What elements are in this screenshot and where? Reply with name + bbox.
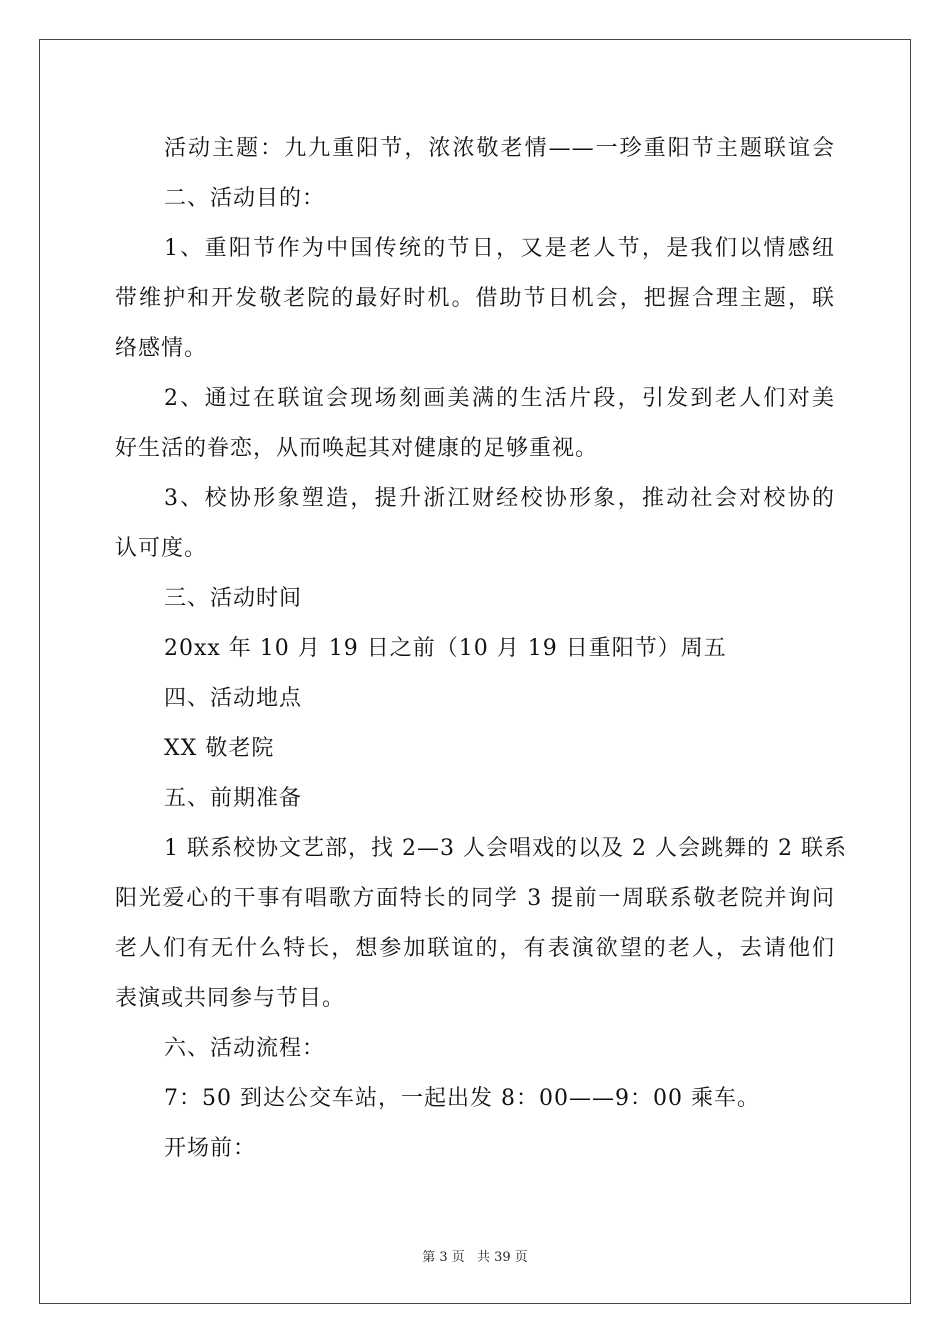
text-line: XX 敬老院 bbox=[164, 736, 275, 761]
text-line: 活动主题：九九重阳节，浓浓敬老情——一珍重阳节主题联谊会 bbox=[164, 136, 835, 161]
text-line: 7：50 到达公交车站，一起出发 8：00——9：00 乘车。 bbox=[164, 1086, 760, 1111]
text-line: 3、校协形象塑造，提升浙江财经校协形象，推动社会对校协的 bbox=[164, 486, 835, 511]
text-line: 老人们有无什么特长，想参加联谊的，有表演欲望的老人，去请他们 bbox=[115, 936, 835, 961]
text-line: 1 联系校协文艺部，找 2—3 人会唱戏的以及 2 人会跳舞的 2 联系 bbox=[164, 836, 847, 861]
text-line: 四、活动地点 bbox=[164, 686, 303, 711]
text-line: 三、活动时间 bbox=[164, 586, 303, 611]
text-line: 好生活的眷恋，从而唤起其对健康的足够重视。 bbox=[115, 436, 599, 461]
text-line: 20xx 年 10 月 19 日之前（10 月 19 日重阳节）周五 bbox=[164, 636, 727, 661]
page-footer bbox=[0, 1246, 950, 1265]
page-number: 第 3 页 bbox=[422, 1250, 465, 1265]
text-line: 六、活动流程： bbox=[164, 1036, 326, 1061]
text-line: 认可度。 bbox=[115, 536, 208, 561]
page-total: 共 39 页 bbox=[476, 1250, 528, 1265]
text-line: 二、活动目的： bbox=[164, 186, 326, 211]
text-line: 络感情。 bbox=[115, 336, 208, 361]
text-line: 带维护和开发敬老院的最好时机。借助节日机会，把握合理主题，联 bbox=[115, 286, 835, 311]
text-line: 表演或共同参与节目。 bbox=[115, 986, 346, 1011]
text-line: 五、前期准备 bbox=[164, 786, 303, 811]
text-line: 1、重阳节作为中国传统的节日，又是老人节，是我们以情感纽 bbox=[164, 236, 835, 261]
text-line: 2、通过在联谊会现场刻画美满的生活片段，引发到老人们对美 bbox=[164, 386, 835, 411]
text-line: 阳光爱心的干事有唱歌方面特长的同学 3 提前一周联系敬老院并询问 bbox=[115, 886, 835, 911]
text-line: 开场前： bbox=[164, 1136, 257, 1161]
document-body bbox=[115, 124, 847, 1174]
